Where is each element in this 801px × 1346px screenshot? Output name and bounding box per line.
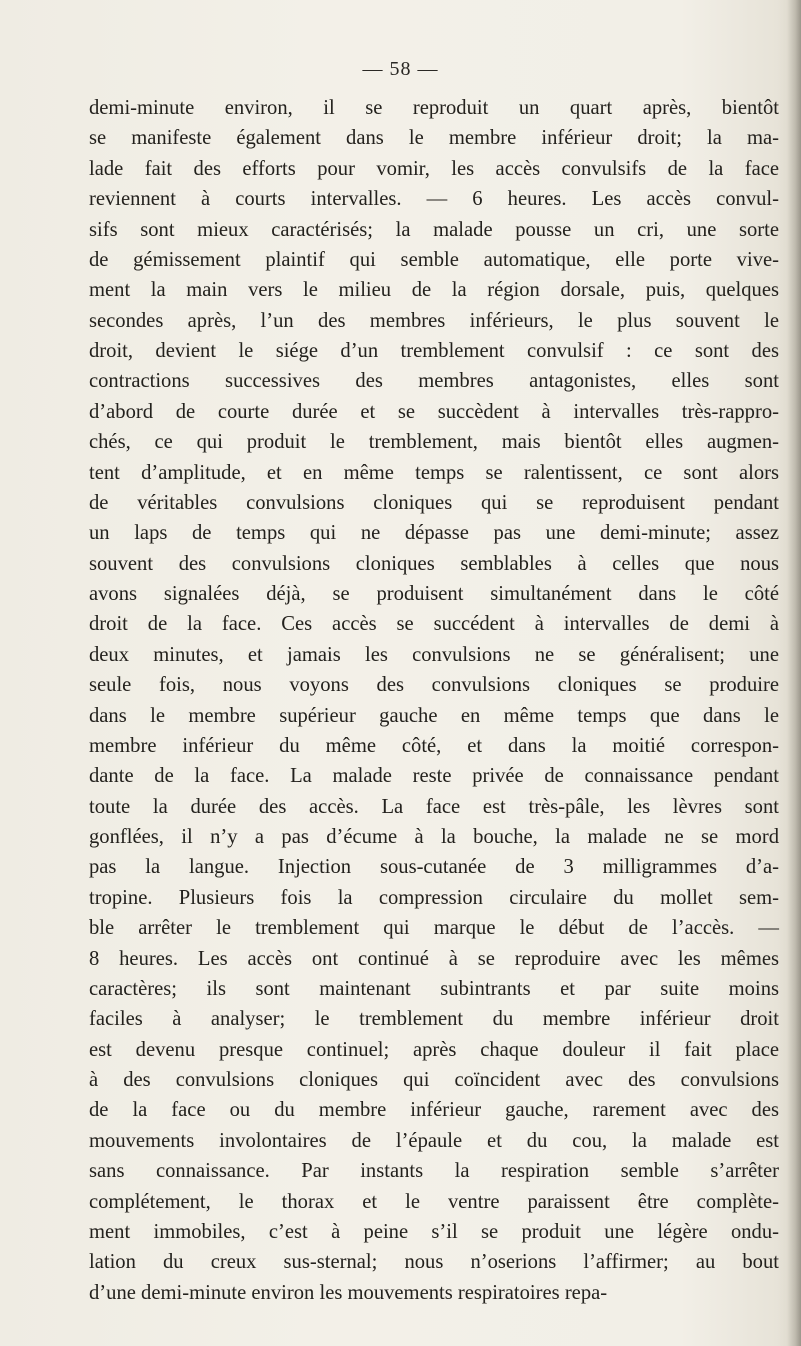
text-line: droit de la face. Ces accès se succédent à intervalles de demi à	[89, 613, 779, 636]
text-line: se manifeste également dans le membre inférieur droit; la ma-	[89, 127, 779, 150]
text-line: tropine. Plusieurs fois la compression circulaire du mollet sem-	[89, 886, 779, 909]
text-line: lade fait des efforts pour vomir, les accès convulsifs de la face	[89, 157, 779, 180]
text-line: d’abord de courte durée et se succèdent à intervalles très-rappro-	[89, 400, 779, 423]
text-line: sans connaissance. Par instants la respiration semble s’arrêter	[89, 1160, 779, 1183]
text-line: droit, devient le siége d’un tremblement convulsif : ce sont des	[89, 340, 779, 362]
text-line: lation du creux sus-sternal; nous n’oserions l’affirmer; au bout	[89, 1251, 779, 1274]
text-line: gonflées, il n’y a pas d’écume à la bouche, la malade ne se mord	[89, 826, 779, 848]
text-line: est devenu presque continuel; après chaque douleur il fait place	[89, 1038, 779, 1061]
text-line: à des convulsions cloniques qui coïncident avec des convulsions	[89, 1069, 779, 1091]
text-line: reviennent à courts intervalles. — 6 heures. Les accès convul-	[89, 188, 779, 211]
text-line: de la face ou du membre inférieur gauche, rarement avec des	[89, 1099, 779, 1122]
text-line: faciles à analyser; le tremblement du membre inférieur droit	[89, 1008, 779, 1031]
text-line: ble arrêter le tremblement qui marque le début de l’accès. —	[89, 917, 779, 940]
text-line: complétement, le thorax et le ventre paraissent être complète-	[89, 1190, 779, 1213]
text-line: de véritables convulsions cloniques qui se reproduisent pendant	[89, 491, 779, 514]
text-line: caractères; ils sont maintenant subintrants et par suite moins	[89, 977, 779, 1000]
body-text	[89, 93, 779, 1308]
text-line: deux minutes, et jamais les convulsions ne se généralisent; une	[89, 643, 779, 666]
text-line: seule fois, nous voyons des convulsions cloniques se produire	[89, 674, 779, 697]
text-line: pas la langue. Injection sous-cutanée de 3 milligrammes d’a-	[89, 856, 779, 879]
text-line: souvent des convulsions cloniques semblables à celles que nous	[89, 552, 779, 575]
text-line: de gémissement plaintif qui semble automatique, elle porte vive-	[89, 248, 779, 271]
page-edge-shadow	[787, 0, 801, 1346]
text-line: avons signalées déjà, se produisent simultanément dans le côté	[89, 583, 779, 605]
text-line: contractions successives des membres antagonistes, elles sont	[89, 370, 779, 393]
text-line: tent d’amplitude, et en même temps se ralentissent, ce sont alors	[89, 461, 779, 484]
text-line: chés, ce qui produit le tremblement, mais bientôt elles augmen-	[89, 431, 779, 454]
text-line: demi-minute environ, il se reproduit un quart après, bientôt	[89, 97, 779, 119]
text-line: sifs sont mieux caractérisés; la malade pousse un cri, une sorte	[89, 218, 779, 241]
page-number: — 58 —	[362, 58, 439, 80]
text-line: toute la durée des accès. La face est très-pâle, les lèvres sont	[89, 795, 779, 818]
text-line: mouvements involontaires de l’épaule et du cou, la malade est	[89, 1129, 779, 1152]
text-line: dans le membre supérieur gauche en même temps que dans le	[89, 704, 779, 727]
text-line: ment immobiles, c’est à peine s’il se produit une légère ondu-	[89, 1220, 779, 1243]
text-line: d’une demi-minute environ les mouvements respiratoires repa-	[89, 1281, 608, 1304]
text-line: secondes après, l’un des membres inférieurs, le plus souvent le	[89, 309, 779, 332]
text-line: 8 heures. Les accès ont continué à se reproduire avec les mêmes	[89, 947, 779, 970]
text-line: ment la main vers le milieu de la région dorsale, puis, quelques	[89, 279, 779, 302]
text-line: un laps de temps qui ne dépasse pas une demi-minute; assez	[89, 522, 779, 545]
text-line: dante de la face. La malade reste privée de connaissance pendant	[89, 765, 779, 788]
text-line: membre inférieur du même côté, et dans la moitié correspon-	[89, 734, 779, 757]
